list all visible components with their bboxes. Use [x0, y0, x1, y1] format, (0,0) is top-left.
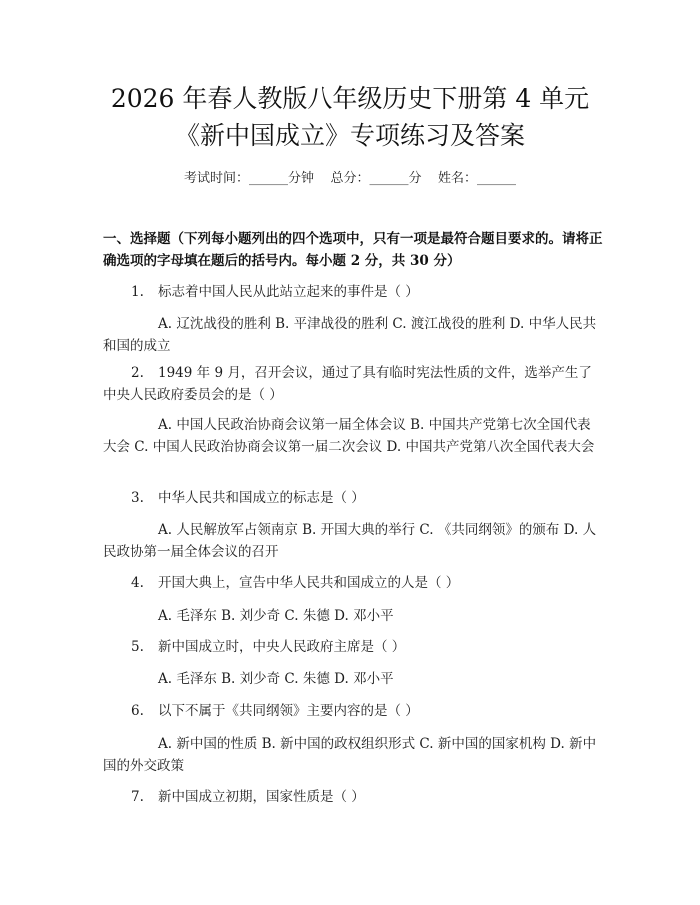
question-6 [103, 700, 603, 722]
question-4-options: A. 毛泽东 B. 刘少奇 C. 朱德 D. 邓小平 [158, 608, 394, 624]
section-heading: 一、选择题（下列每小题列出的四个选项中，只有一项是最符合题目要求的。请将正确选项的字母填在题后的括号内。每小题 2 分，共 30 分） [103, 231, 603, 269]
question-text: 1949 年 9 月，召开会议，通过了具有临时宪法性质的文件，选举产生了中央人民政府委员会的是（ ） [103, 365, 592, 403]
question-7 [103, 786, 603, 808]
question-6-options: A. 新中国的性质 B. 新中国的政权组织形式 C. 新中国的国家机构 D. 新中国的外交政策 [103, 736, 597, 774]
question-number: 5. [131, 639, 144, 655]
exam-meta: 考试时间：______分钟 总分：______分 姓名：______ [183, 171, 517, 186]
question-text: 新中国成立时，中央人民政府主席是（ ） [158, 639, 406, 655]
question-number: 1. [131, 284, 144, 300]
question-text: 中华人民共和国成立的标志是（ ） [158, 490, 365, 506]
question-4 [103, 572, 603, 594]
question-2 [103, 362, 603, 406]
question-text: 开国大典上，宣告中华人民共和国成立的人是（ ） [158, 575, 460, 591]
title-line-2: 《新中国成立》专项练习及答案 [174, 121, 525, 150]
question-text: 新中国成立初期，国家性质是（ ） [158, 789, 365, 805]
question-text: 以下不属于《共同纲领》主要内容的是（ ） [158, 703, 419, 719]
question-number: 6. [131, 703, 144, 719]
title-line-1: 2026 年春人教版八年级历史下册第 4 单元 [110, 84, 590, 113]
question-5 [103, 636, 603, 658]
question-3-options: A. 人民解放军占领南京 B. 开国大典的举行 C. 《共同纲领》的颁布 D. 人民政协第一届全体会议的召开 [103, 522, 597, 560]
question-1-options: A. 辽沈战役的胜利 B. 平津战役的胜利 C. 渡江战役的胜利 D. 中华人民共和国的成立 [103, 316, 597, 354]
question-1 [103, 281, 603, 303]
question-number: 2. [131, 365, 144, 381]
question-text: 标志着中国人民从此站立起来的事件是（ ） [158, 284, 419, 300]
question-number: 7. [131, 789, 144, 805]
question-number: 3. [131, 490, 144, 506]
question-3 [103, 487, 603, 509]
question-2-options: A. 中国人民政治协商会议第一届全体会议 B. 中国共产党第七次全国代表大会 C. 中国人民政治协商会议第一届二次会议 D. 中国共产党第八次全国代表大会 [103, 417, 595, 455]
question-number: 4. [131, 575, 144, 591]
question-5-options: A. 毛泽东 B. 刘少奇 C. 朱德 D. 邓小平 [158, 671, 394, 687]
